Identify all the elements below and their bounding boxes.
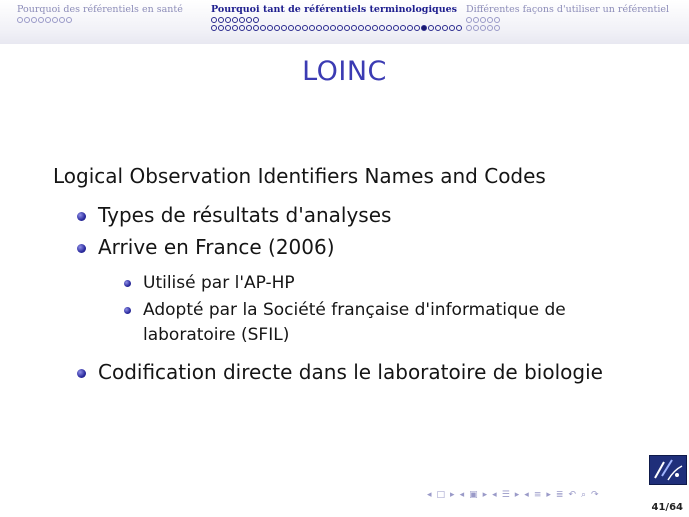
frame-dot[interactable] [267,25,273,31]
frame-dot[interactable] [281,25,287,31]
sub-bullet-item-continuation: laboratoire (SFIL) [143,325,290,345]
frame-dot[interactable] [323,25,329,31]
frame-dot[interactable] [218,17,224,23]
frame-dot[interactable] [66,17,72,23]
nav-appendix-icon[interactable]: ≣ [555,490,564,500]
bullet-item: Arrive en France (2006) [98,235,335,259]
frame-dot[interactable] [232,17,238,23]
nav-search-icon[interactable]: ⌕ [581,490,587,500]
frame-dot[interactable] [330,25,336,31]
frame-dot[interactable] [449,25,455,31]
nav-section-icon[interactable]: ☰ [501,490,510,500]
frame-dot[interactable] [480,25,486,31]
page-number: 41/64 [651,502,683,513]
nav-frame-icon[interactable]: □ [436,490,446,500]
bullet-icon [77,369,86,378]
frame-dot[interactable] [309,25,315,31]
frame-dot[interactable] [260,25,266,31]
frame-dot[interactable] [435,25,441,31]
frame-dot[interactable] [400,25,406,31]
frame-dot[interactable] [52,17,58,23]
frame-dot[interactable] [45,17,51,23]
nav-section-label[interactable]: Pourquoi tant de référentiels terminologiques [211,4,458,15]
frame-dot[interactable] [232,25,238,31]
frame-dot[interactable] [379,25,385,31]
current-frame-dot[interactable] [421,25,427,31]
frame-dot[interactable] [480,17,486,23]
frame-dot[interactable] [344,25,350,31]
frame-dot[interactable] [302,25,308,31]
nav-section-back-icon[interactable]: ◂ [492,490,497,500]
frame-dot[interactable] [316,25,322,31]
frame-dot[interactable] [456,25,462,31]
frame-dot[interactable] [31,17,37,23]
frame-dot[interactable] [466,25,472,31]
frame-dot[interactable] [351,25,357,31]
frame-dot[interactable] [239,17,245,23]
frame-dot[interactable] [337,25,343,31]
frame-dot[interactable] [17,17,23,23]
nav-part-icon[interactable]: ≡ [533,490,542,500]
frame-dot[interactable] [38,17,44,23]
slide-intro: Logical Observation Identifiers Names and Codes [53,164,546,188]
frame-dot[interactable] [494,25,500,31]
frame-dot[interactable] [59,17,65,23]
nav-dots-row [466,25,669,31]
beamer-navigation-controls [427,489,599,501]
frame-dot[interactable] [358,25,364,31]
frame-dot[interactable] [473,25,479,31]
frame-dot[interactable] [288,25,294,31]
frame-dot[interactable] [246,25,252,31]
frame-dot[interactable] [487,25,493,31]
bullet-icon [77,212,86,221]
frame-dot[interactable] [466,17,472,23]
institution-logo-icon [649,455,687,485]
nav-dots-row [211,25,462,31]
nav-dots-row [466,17,669,23]
nav-part-forward-icon[interactable]: ▸ [546,490,551,500]
bullet-item: Types de résultats d'analyses [98,203,392,227]
frame-dot[interactable] [246,17,252,23]
nav-frame-back-icon[interactable]: ◂ [427,490,432,500]
frame-dot[interactable] [365,25,371,31]
frame-dot[interactable] [494,17,500,23]
nav-subsection-back-icon[interactable]: ◂ [459,490,465,500]
frame-dot[interactable] [414,25,420,31]
frame-dot[interactable] [372,25,378,31]
frame-dot[interactable] [487,17,493,23]
nav-section-label[interactable]: Différentes façons d'utiliser un référentiel [466,4,670,15]
nav-undo-icon[interactable]: ↶ [568,490,576,500]
sub-bullet-icon [124,280,131,287]
frame-dot[interactable] [442,25,448,31]
frame-dot[interactable] [473,17,479,23]
frame-dot[interactable] [24,17,30,23]
frame-dot[interactable] [295,25,301,31]
nav-dots-row [17,17,183,23]
nav-section-3[interactable] [466,4,669,31]
nav-section-label[interactable]: Pourquoi des référentiels en santé [17,4,183,15]
bullet-item: Codification directe dans le laboratoire de biologie [98,360,603,384]
frame-dot[interactable] [386,25,392,31]
frame-dot[interactable] [225,17,231,23]
nav-frame-forward-icon[interactable]: ▸ [450,490,455,500]
bullet-icon [77,244,86,253]
slide-title: LOINC [302,56,387,87]
frame-dot[interactable] [274,25,280,31]
sub-bullet-icon [124,307,131,314]
frame-dot[interactable] [211,17,217,23]
frame-dot[interactable] [253,25,259,31]
frame-dot[interactable] [218,25,224,31]
nav-part-back-icon[interactable]: ◂ [524,490,529,500]
frame-dot[interactable] [428,25,434,31]
nav-section-2[interactable] [211,4,462,31]
nav-subsection-forward-icon[interactable]: ▸ [482,490,488,500]
frame-dot[interactable] [239,25,245,31]
nav-dots-row [211,17,462,23]
sub-bullet-item: Utilisé par l'AP-HP [143,273,295,293]
nav-section-1[interactable] [17,4,183,23]
sub-bullet-item: Adopté par la Société française d'informatique de [143,300,566,320]
frame-dot[interactable] [407,25,413,31]
navigation-header [0,0,689,44]
frame-dot[interactable] [225,25,231,31]
nav-section-forward-icon[interactable]: ▸ [514,490,520,500]
nav-subsection-icon[interactable]: ▣ [469,490,478,500]
nav-redo-icon[interactable]: ↷ [591,490,599,500]
frame-dot[interactable] [393,25,399,31]
frame-dot[interactable] [211,25,217,31]
frame-dot[interactable] [253,17,259,23]
